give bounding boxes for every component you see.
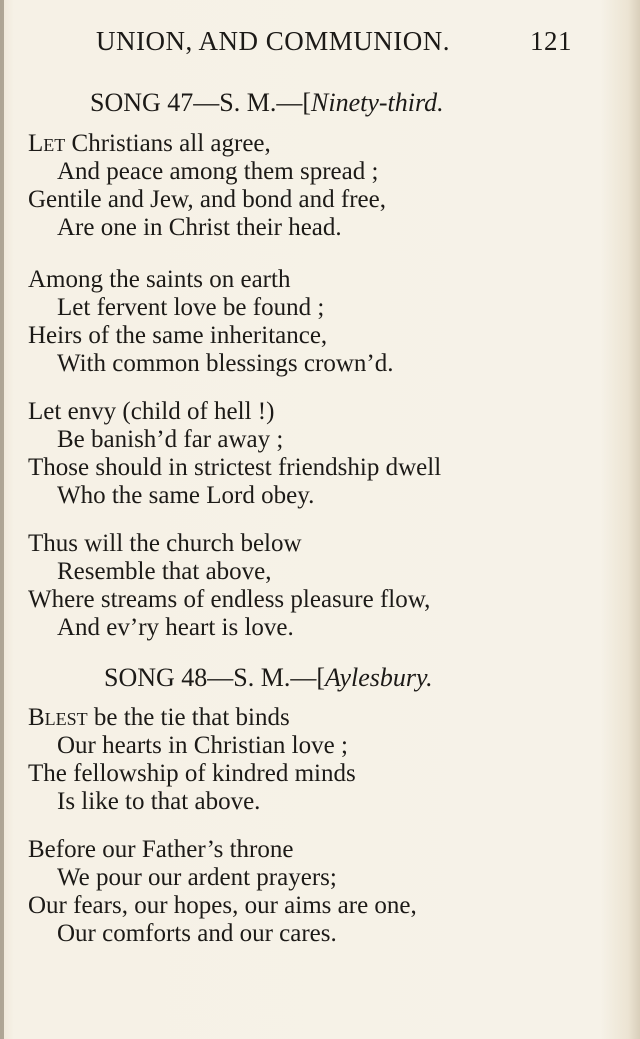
running-title: UNION, AND COMMUNION. — [96, 26, 450, 56]
verse-line: Thus will the church below — [28, 530, 302, 557]
page-number: 121 — [530, 26, 572, 56]
verse-line: Our comforts and our cares. — [57, 920, 337, 947]
verse-line: Gentile and Jew, and bond and free, — [28, 186, 386, 213]
initial-word: Blest — [28, 704, 88, 731]
song-48-tune: Aylesbury. — [325, 663, 433, 692]
verse-line: Resemble that above, — [57, 558, 272, 585]
verse-line: Our fears, our hopes, our aims are one, — [28, 892, 417, 919]
verse-line: Those should in strictest friendship dwell — [28, 454, 442, 481]
verse-line: Blest be the tie that binds — [28, 704, 290, 731]
song-47-tune: Ninety-third. — [311, 88, 444, 117]
verse-line: Let Christians all agree, — [28, 130, 271, 157]
verse-line: Let envy (child of hell !) — [28, 398, 275, 425]
verse-line: Is like to that above. — [57, 788, 261, 815]
verse-line: Before our Father’s throne — [28, 836, 294, 863]
song-47-title: SONG 47—S. M.—[Ninety-third. — [90, 88, 444, 117]
verse-line: Among the saints on earth — [28, 266, 291, 293]
verse-line: Heirs of the same inheritance, — [28, 322, 328, 349]
verse-line: And ev’ry heart is love. — [57, 614, 294, 641]
verse-line: And peace among them spread ; — [57, 158, 379, 185]
verse-line: The fellowship of kindred minds — [28, 760, 356, 787]
verse-line: Our hearts in Christian love ; — [57, 732, 348, 759]
initial-word: Let — [28, 130, 66, 157]
page-gutter-edge — [0, 0, 4, 1039]
verse-line: Let fervent love be found ; — [57, 294, 325, 321]
verse-line: With common blessings crown’d. — [57, 350, 394, 377]
verse-line: Who the same Lord obey. — [57, 482, 315, 509]
verse-line: Where streams of endless pleasure flow, — [28, 586, 431, 613]
verse-line: Be banish’d far away ; — [57, 426, 284, 453]
verse-line: Are one in Christ their head. — [57, 214, 342, 241]
song-48-title: SONG 48—S. M.—[Aylesbury. — [104, 663, 433, 692]
verse-line: We pour our ardent prayers; — [57, 864, 337, 891]
